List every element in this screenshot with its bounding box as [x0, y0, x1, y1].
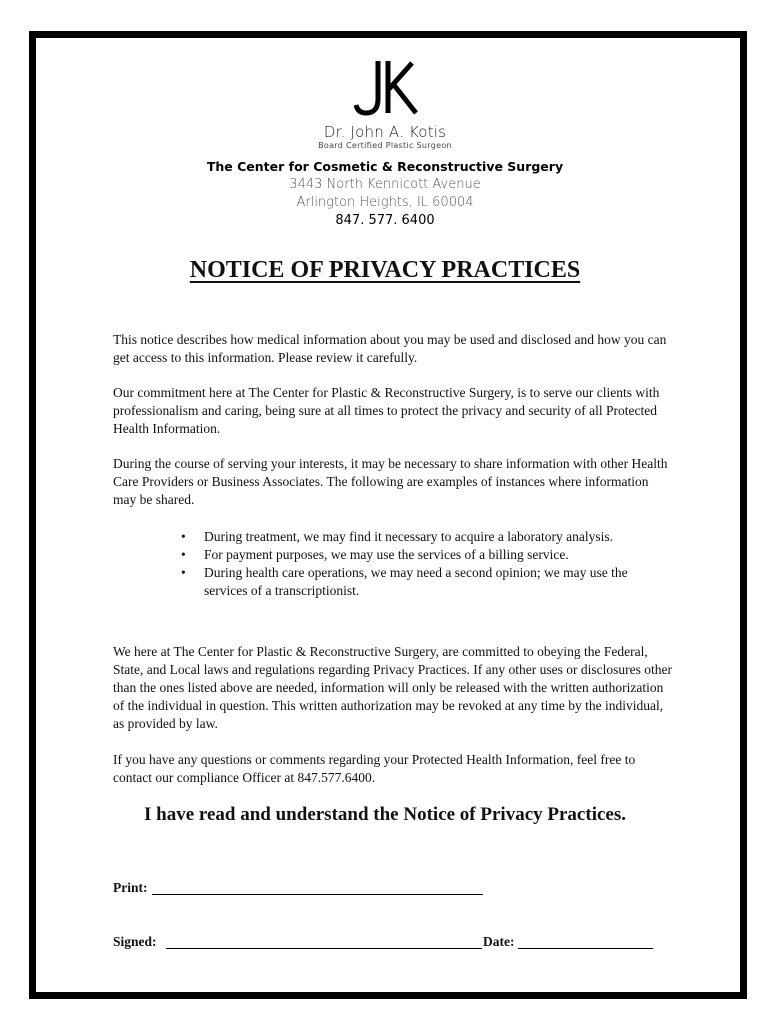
print-name-line[interactable]	[152, 894, 483, 895]
intro-paragraph: This notice describes how medical information about you may be used and disclosed and how you can get access to this information. Please review it carefully.	[113, 332, 667, 365]
signed-label: Signed:	[113, 934, 157, 949]
doctor-subtitle: Board Certified Plastic Surgeon	[318, 141, 452, 150]
contact-paragraph: If you have any questions or comments regarding your Protected Health Information, feel free to contact our compliance Officer at 847.577.6400.	[113, 752, 636, 785]
signature-line[interactable]	[166, 948, 482, 949]
laws-paragraph: We here at The Center for Plastic & Reconstructive Surgery, are committed to obeying the Federal, State, and Local laws and regulations regarding Privacy Practices. If any other uses or disclosures other than the ones listed above are needed, information will only be released with the written authorization of the individual in question. This written authorization may be revoked at any time by the individual, as provided by law.	[113, 644, 672, 731]
address-line-1: 3443 North Kennicott Avenue	[289, 177, 481, 192]
list-item-text: During health care operations, we may need a second opinion; we may use the services of a transcriptionist.	[204, 565, 628, 598]
list-item	[181, 546, 671, 564]
address-line-2: Arlington Heights, IL 60004	[296, 195, 474, 210]
doctor-name: Dr. John A. Kotis	[323, 123, 447, 141]
date-label: Date:	[483, 934, 515, 949]
sharing-paragraph: During the course of serving your interests, it may be necessary to share information with other Health Care Providers or Business Associates. The following are examples of instances where information may be shared.	[113, 456, 668, 507]
print-label: Print:	[113, 880, 148, 895]
bullet-icon: •	[181, 565, 186, 580]
list-item	[181, 528, 671, 546]
list-item-text: For payment purposes, we may use the services of a billing service.	[204, 547, 569, 562]
bullet-icon: •	[181, 547, 186, 562]
examples-list	[181, 528, 671, 600]
page-title: NOTICE OF PRIVACY PRACTICES	[189, 257, 581, 283]
list-item-text: During treatment, we may find it necessary to acquire a laboratory analysis.	[204, 529, 613, 544]
center-name: The Center for Cosmetic & Reconstructive Surgery	[206, 159, 564, 174]
date-line[interactable]	[518, 948, 653, 949]
phone-number: 847. 577. 6400	[335, 213, 435, 228]
bullet-icon: •	[181, 529, 186, 544]
commitment-paragraph: Our commitment here at The Center for Plastic & Reconstructive Surgery, is to serve our clients with professionalism and caring, being sure at all times to protect the privacy and security of all Protected Health Information.	[113, 385, 660, 436]
jk-logo	[354, 59, 418, 117]
acknowledgement-statement: I have read and understand the Notice of Privacy Practices.	[144, 804, 626, 825]
list-item	[181, 564, 671, 600]
